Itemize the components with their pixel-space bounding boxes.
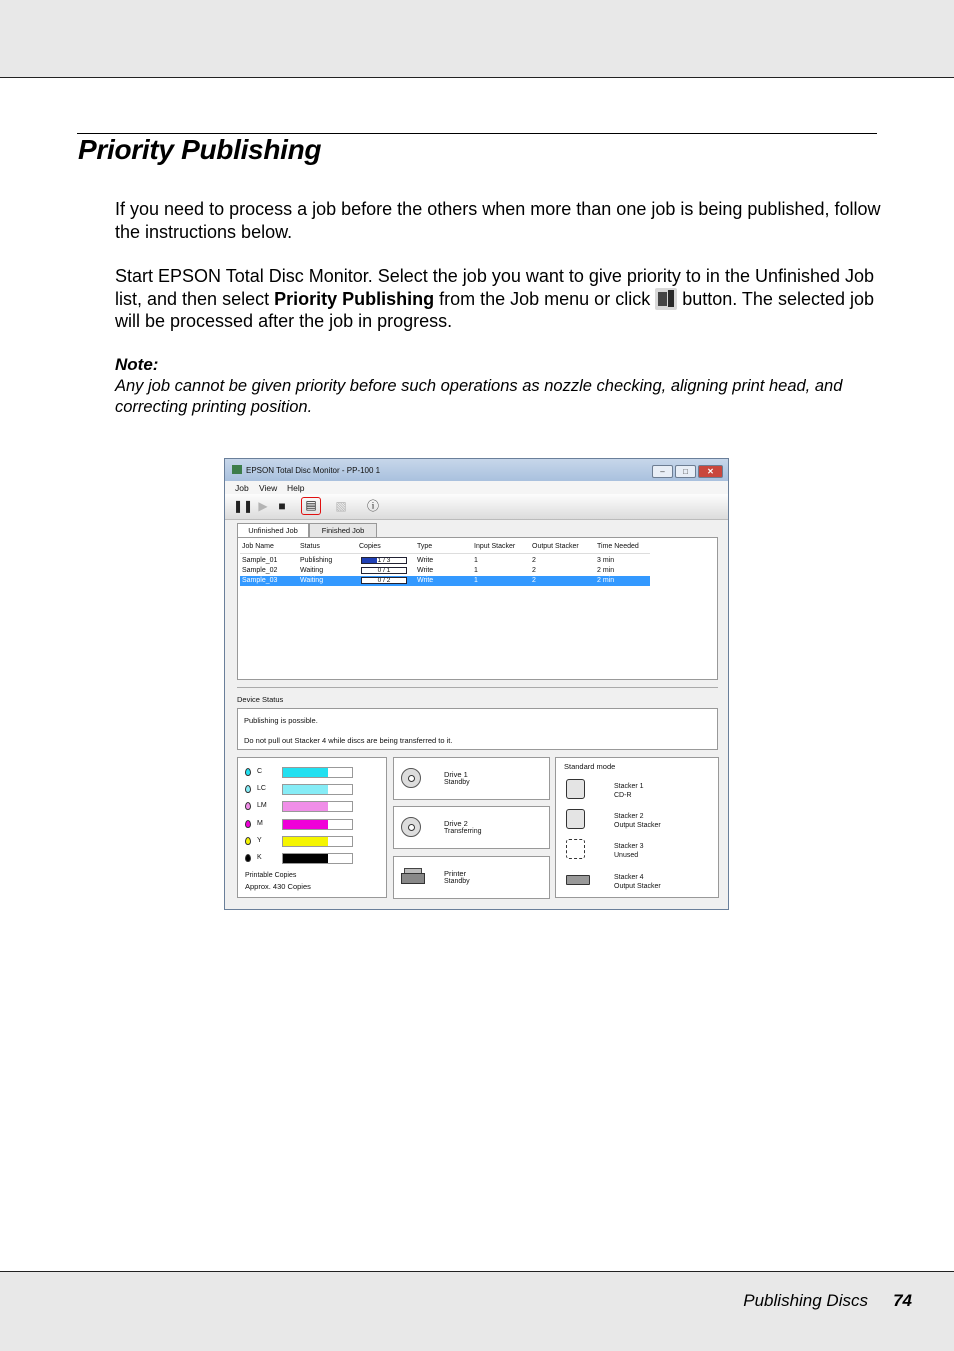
- menu-view[interactable]: View: [259, 483, 278, 493]
- unfinished-job-list: [237, 537, 718, 680]
- close-button[interactable]: ✕: [698, 465, 723, 478]
- drive-1-panel: [393, 757, 550, 800]
- ink-drop-icon: [245, 768, 251, 776]
- pause-icon[interactable]: ❚❚: [233, 499, 254, 513]
- stacker-row: Stacker 2 Output Stacker: [566, 806, 729, 834]
- copies-progress: 0 / 2: [361, 577, 407, 584]
- stacker-icon: [566, 779, 585, 799]
- section-title: Priority Publishing: [78, 134, 322, 165]
- instruction-text-c: button. The selected job will be processed after the job in progress.: [115, 288, 875, 331]
- stacker-panel: [555, 757, 719, 898]
- col-job-name[interactable]: Job Name: [242, 543, 274, 550]
- ink-row: M: [245, 819, 385, 831]
- window-titlebar: [225, 459, 728, 481]
- stop-icon[interactable]: ■: [278, 499, 286, 513]
- ink-row: K: [245, 853, 385, 865]
- menu-help[interactable]: Help: [287, 483, 305, 493]
- col-type[interactable]: Type: [417, 543, 433, 550]
- job-name: Sample_02: [242, 567, 278, 574]
- col-input-stacker[interactable]: Input Stacker: [474, 543, 516, 550]
- job-output: 2: [532, 577, 536, 584]
- job-row[interactable]: [240, 566, 650, 576]
- job-type: Write: [417, 577, 434, 584]
- job-input: 1: [474, 567, 478, 574]
- status-message: Do not pull out Stacker 4 while discs are being transferred to it.: [244, 736, 453, 745]
- col-status[interactable]: Status: [300, 543, 320, 550]
- page-footer: [0, 1271, 954, 1351]
- printer-icon: [401, 868, 425, 886]
- priority-publishing-button[interactable]: ▤: [301, 497, 321, 515]
- device-status: Standby: [444, 779, 470, 786]
- job-input: 1: [474, 557, 478, 564]
- job-time: 2 min: [597, 567, 615, 574]
- status-message-box: [237, 708, 718, 750]
- ink-row: Y: [245, 836, 385, 848]
- mode-label: Standard mode: [564, 762, 616, 771]
- total-disc-monitor-window: [224, 458, 729, 910]
- priority-publishing-icon: [655, 288, 677, 310]
- job-status: Waiting: [300, 567, 324, 574]
- copies-progress: 1 / 3: [361, 557, 407, 564]
- job-input: 1: [474, 577, 478, 584]
- note-heading: Note:: [115, 355, 159, 374]
- col-copies[interactable]: Copies: [359, 543, 381, 550]
- job-time: 2 min: [597, 577, 615, 584]
- note-text: Any job cannot be given priority before such operations as nozzle checking, aligning print head, and correcting printing position.: [115, 377, 843, 416]
- stacker-icon: [566, 809, 585, 829]
- ink-row: LC: [245, 784, 385, 796]
- col-output-stacker[interactable]: Output Stacker: [532, 543, 579, 550]
- status-message: Publishing is possible.: [244, 716, 318, 725]
- job-type: Write: [417, 557, 434, 564]
- ink-level-gauge: [282, 853, 353, 864]
- printable-copies-label: Printable Copies: [245, 872, 297, 879]
- stacker-row: Stacker 3 Unused: [566, 836, 729, 864]
- stacker-row: Stacker 4 Output Stacker: [566, 867, 729, 895]
- intro-paragraph: If you need to process a job before the others when more than one job is being published, follow the instructions below.: [115, 199, 881, 242]
- menu-job[interactable]: Job: [235, 483, 249, 493]
- job-time: 3 min: [597, 557, 615, 564]
- tab-finished-job[interactable]: Finished Job: [309, 523, 377, 537]
- job-type: Write: [417, 567, 434, 574]
- app-icon: [232, 465, 242, 474]
- stacker-row: Stacker 1 CD-R: [566, 776, 729, 804]
- job-name: Sample_03: [242, 577, 278, 584]
- ink-level-gauge: [282, 801, 353, 812]
- ink-level-gauge: [282, 819, 353, 830]
- ink-drop-icon: [245, 837, 251, 845]
- col-time-needed[interactable]: Time Needed: [597, 543, 639, 550]
- copies-progress: 0 / 1: [361, 567, 407, 574]
- window-title: EPSON Total Disc Monitor - PP-100 1: [246, 466, 381, 475]
- ink-row: C: [245, 767, 385, 779]
- ink-level-gauge: [282, 836, 353, 847]
- page-header-band: [0, 0, 954, 78]
- printer-panel: [393, 856, 550, 899]
- ink-drop-icon: [245, 802, 251, 810]
- help-icon[interactable]: ⓘ: [366, 499, 379, 513]
- job-output: 2: [532, 557, 536, 564]
- divider: [237, 687, 718, 688]
- disc-drive-icon: [401, 768, 421, 788]
- minimize-button[interactable]: –: [652, 465, 673, 478]
- device-status: Standby: [444, 878, 470, 885]
- ink-row: LM: [245, 801, 385, 813]
- ink-drop-icon: [245, 854, 251, 862]
- toolbar: [225, 494, 728, 520]
- instruction-bold: Priority Publishing: [274, 288, 435, 309]
- play-icon[interactable]: ▶: [258, 499, 268, 513]
- tab-unfinished-job[interactable]: Unfinished Job: [237, 523, 309, 538]
- ink-drop-icon: [245, 785, 251, 793]
- device-status: Transferring: [444, 828, 482, 835]
- job-status: Publishing: [300, 557, 333, 564]
- printable-copies-value: Approx. 430 Copies: [245, 882, 311, 891]
- output-tray-icon: [566, 875, 590, 885]
- ink-level-gauge: [282, 784, 353, 795]
- device-status-label: Device Status: [237, 695, 284, 704]
- job-row-selected[interactable]: [240, 576, 650, 586]
- maximize-button[interactable]: □: [675, 465, 696, 478]
- job-output: 2: [532, 567, 536, 574]
- disc-drive-icon: [401, 817, 421, 837]
- job-name: Sample_01: [242, 557, 278, 564]
- device-name: Printer: [444, 869, 467, 878]
- device-name: Drive 2: [444, 819, 468, 828]
- instruction-text-b: from the Job menu or click: [434, 288, 656, 309]
- ink-level-gauge: [282, 767, 353, 778]
- job-status: Waiting: [300, 577, 324, 584]
- footer-section-name: Publishing Discs: [743, 1291, 868, 1310]
- instruction-paragraph: [115, 265, 885, 333]
- cancel-job-icon[interactable]: ▧: [335, 499, 347, 513]
- ink-drop-icon: [245, 820, 251, 828]
- footer-page-number: 74: [893, 1291, 912, 1310]
- device-name: Drive 1: [444, 770, 468, 779]
- job-row[interactable]: [240, 556, 650, 566]
- drive-2-panel: [393, 806, 550, 849]
- menu-bar: [225, 481, 728, 494]
- instruction-text-a: Start EPSON Total Disc Monitor. Select the job you want to give priority to in the Unfinished Job list, and then select: [115, 266, 875, 309]
- stacker-empty-icon: [566, 839, 585, 859]
- ink-panel: [237, 757, 387, 898]
